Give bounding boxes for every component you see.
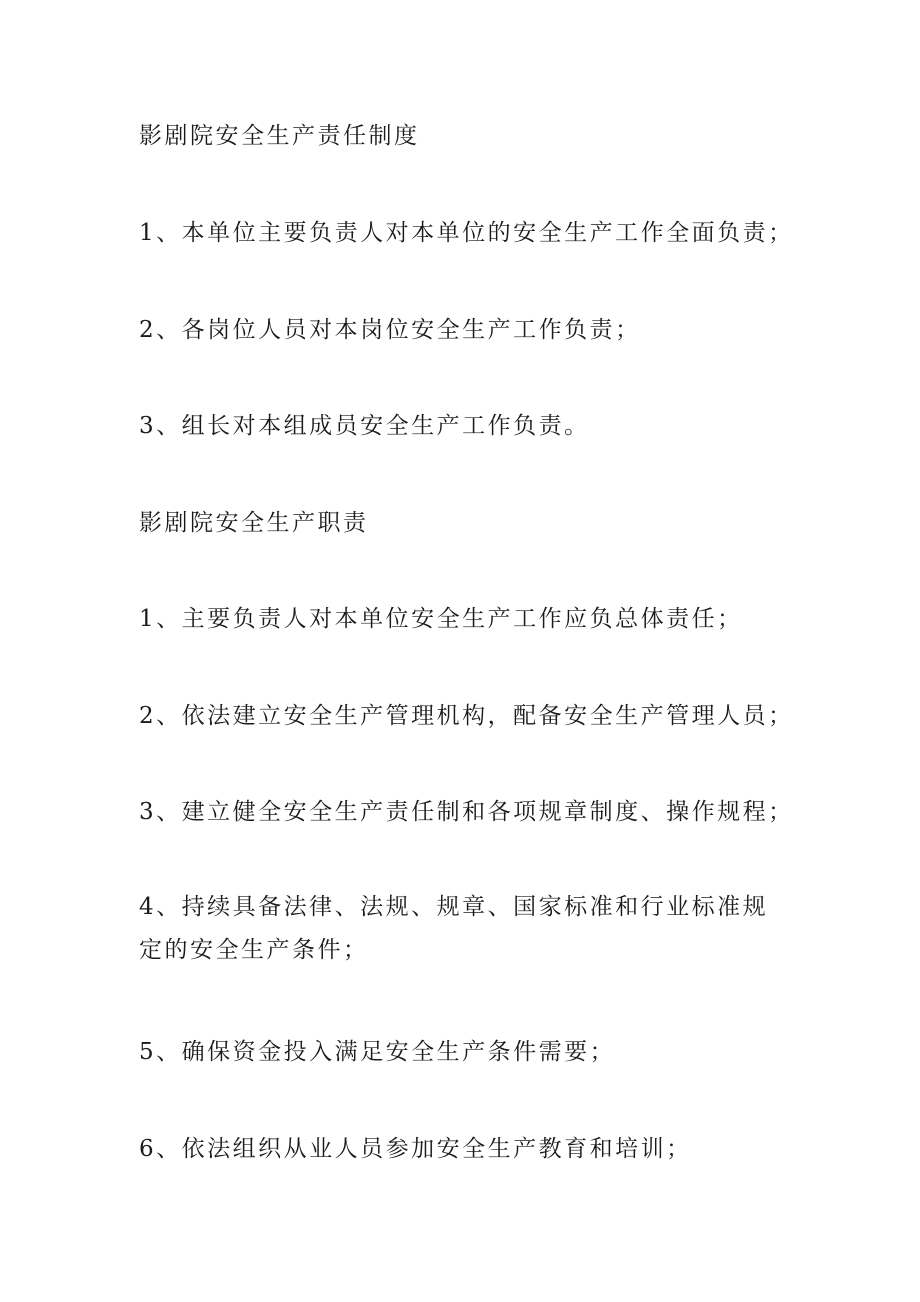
system-item-2: 2、各岗位人员对本岗位安全生产工作负责； (139, 317, 641, 343)
system-item-3: 3、组长对本组成员安全生产工作负责。 (139, 413, 590, 439)
system-item-1: 1、本单位主要负责人对本单位的安全生产工作全面负责； (139, 220, 794, 246)
duty-item-1: 1、主要负责人对本单位安全生产工作应负总体责任； (139, 606, 743, 632)
duty-item-2: 2、依法建立安全生产管理机构，配备安全生产管理人员； (139, 703, 794, 729)
duty-item-6: 6、依法组织从业人员参加安全生产教育和培训； (139, 1136, 692, 1162)
duty-item-5: 5、确保资金投入满足安全生产条件需要； (139, 1039, 616, 1065)
duty-item-4: 4、持续具备法律、法规、规章、国家标准和行业标准规定的安全生产条件； (139, 894, 769, 963)
section-title-duties: 影剧院安全生产职责 (139, 510, 369, 536)
section-title-responsibility-system: 影剧院安全生产责任制度 (139, 123, 420, 149)
duty-item-3: 3、建立健全安全生产责任制和各项规章制度、操作规程； (139, 799, 794, 825)
